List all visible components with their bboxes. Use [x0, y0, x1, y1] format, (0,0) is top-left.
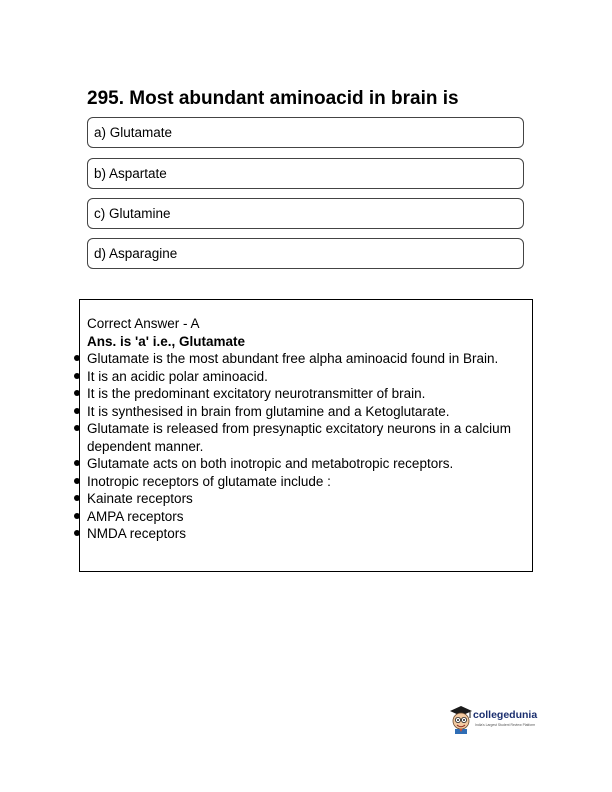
collegedunia-logo[interactable] [449, 704, 545, 734]
explanation-list [87, 350, 520, 543]
explanation-item: It is an acidic polar aminoacid. [87, 368, 520, 386]
explanation-item: Glutamate acts on both inotropic and metabotropic receptors. [87, 455, 520, 473]
explanation-item: It is the predominant excitatory neurotransmitter of brain. [87, 385, 520, 403]
option-a[interactable]: a) Glutamate [87, 117, 524, 148]
explanation-item: Kainate receptors [87, 490, 520, 508]
logo-text: collegedunia [473, 709, 538, 721]
question-title: 295. Most abundant aminoacid in brain is [87, 88, 459, 109]
option-b[interactable]: b) Aspartate [87, 158, 524, 189]
logo-tagline: India's Largest Student Review Platform [475, 723, 536, 727]
answer-box [79, 299, 533, 572]
graduate-mascot-icon [449, 704, 473, 734]
explanation-item: Inotropic receptors of glutamate include : [87, 473, 520, 491]
explanation-item: AMPA receptors [87, 508, 520, 526]
explanation-item: It is synthesised in brain from glutamine and a Ketoglutarate. [87, 403, 520, 421]
answer-heading: Ans. is 'a' i.e., Glutamate [87, 333, 245, 349]
explanation-item: Glutamate is the most abundant free alpha aminoacid found in Brain. [87, 350, 520, 368]
explanation-item: NMDA receptors [87, 525, 520, 543]
option-d[interactable]: d) Asparagine [87, 238, 524, 269]
option-c[interactable]: c) Glutamine [87, 198, 524, 229]
explanation-item: Glutamate is released from presynaptic excitatory neurons in a calcium dependent manner. [87, 420, 520, 455]
correct-answer-line: Correct Answer - A [87, 316, 200, 331]
answer-content [87, 315, 520, 543]
